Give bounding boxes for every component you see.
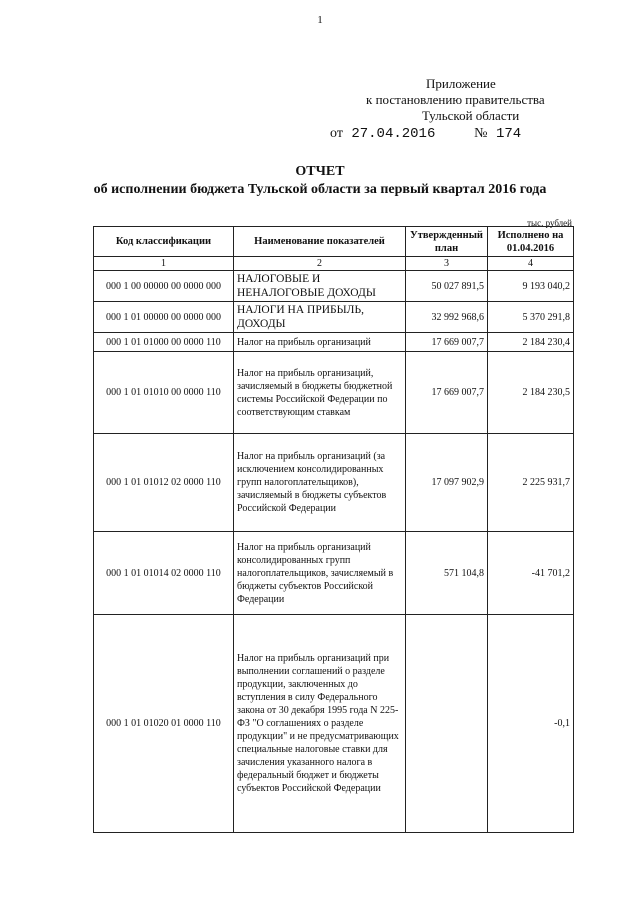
- number-label: №: [474, 126, 488, 141]
- row-plan: 17 669 007,7: [406, 333, 488, 352]
- row-code: 000 1 01 01000 00 0000 110: [94, 333, 234, 352]
- row-plan: 50 027 891,5: [406, 271, 488, 302]
- header-code: Код классификации: [94, 227, 234, 257]
- index-cell: 4: [488, 257, 574, 271]
- row-actual: -0,1: [488, 615, 574, 833]
- row-name: НАЛОГОВЫЕ И НЕНАЛОГОВЫЕ ДОХОДЫ: [234, 271, 406, 302]
- row-plan: [406, 615, 488, 833]
- row-plan: 17 669 007,7: [406, 352, 488, 434]
- units-label: тыс. рублей: [527, 218, 572, 228]
- header-name: Наименование показателей: [234, 227, 406, 257]
- decree-date: 27.04.2016: [351, 126, 436, 142]
- table-header-row: [94, 227, 574, 257]
- page-number: 1: [317, 14, 323, 26]
- row-actual: 5 370 291,8: [488, 302, 574, 333]
- table-row: [94, 615, 574, 833]
- appendix-line-2: к постановлению правительства: [366, 92, 545, 107]
- date-label: от: [330, 126, 343, 141]
- row-name: НАЛОГИ НА ПРИБЫЛЬ, ДОХОДЫ: [234, 302, 406, 333]
- table-row: [94, 434, 574, 532]
- row-actual: 2 184 230,4: [488, 333, 574, 352]
- row-code: 000 1 01 00000 00 0000 000: [94, 302, 234, 333]
- table-row: [94, 271, 574, 302]
- row-actual: -41 701,2: [488, 532, 574, 615]
- header-plan: Утвержденный план: [406, 227, 488, 257]
- index-cell: 3: [406, 257, 488, 271]
- row-plan: 32 992 968,6: [406, 302, 488, 333]
- row-actual: 2 225 931,7: [488, 434, 574, 532]
- appendix-line-1: Приложение: [426, 76, 496, 91]
- decree-number: 174: [495, 126, 522, 142]
- table-index-row: [94, 257, 574, 271]
- appendix-date-line: [330, 126, 580, 142]
- row-name: Налог на прибыль организаций (за исключением консолидированных групп налогоплательщиков), зачисляемый в бюджеты субъектов Российской Федерации: [234, 434, 406, 532]
- budget-report-table: [93, 226, 574, 833]
- row-code: 000 1 01 01010 00 0000 110: [94, 352, 234, 434]
- row-name: Налог на прибыль организаций при выполнении соглашений о разделе продукции, заключенных до вступления в силу Федерального закона от 30 декабря 1995 года N 225-ФЗ "О соглашениях о разделе продукции" и не предусматривающих специальные налоговые ставки для зачисления указанного налога в федеральный бюджет и бюджеты субъектов Российской Федерации: [234, 615, 406, 833]
- index-cell: 2: [234, 257, 406, 271]
- row-code: 000 1 00 00000 00 0000 000: [94, 271, 234, 302]
- row-plan: 571 104,8: [406, 532, 488, 615]
- row-name: Налог на прибыль организаций, зачисляемый в бюджеты бюджетной системы Российской Федерации по соответствующим ставкам: [234, 352, 406, 434]
- appendix-line-3: Тульской области: [422, 108, 520, 123]
- table-row: [94, 302, 574, 333]
- row-name: Налог на прибыль организаций: [234, 333, 406, 352]
- row-code: 000 1 01 01012 02 0000 110: [94, 434, 234, 532]
- row-code: 000 1 01 01014 02 0000 110: [94, 532, 234, 615]
- title-line-2: об исполнении бюджета Тульской области за первый квартал 2016 года: [93, 182, 547, 197]
- table-row: [94, 333, 574, 352]
- row-code: 000 1 01 01020 01 0000 110: [94, 615, 234, 833]
- row-actual: 9 193 040,2: [488, 271, 574, 302]
- title-line-1: ОТЧЕТ: [295, 164, 345, 179]
- table-row: [94, 532, 574, 615]
- header-actual: Исполнено на 01.04.2016: [488, 227, 574, 257]
- report-title: [0, 163, 640, 199]
- table-row: [94, 352, 574, 434]
- row-plan: 17 097 902,9: [406, 434, 488, 532]
- index-cell: 1: [94, 257, 234, 271]
- row-actual: 2 184 230,5: [488, 352, 574, 434]
- appendix-block: [330, 76, 580, 142]
- row-name: Налог на прибыль организаций консолидированных групп налогоплательщиков, зачисляемый в бюджеты субъектов Российской Федерации: [234, 532, 406, 615]
